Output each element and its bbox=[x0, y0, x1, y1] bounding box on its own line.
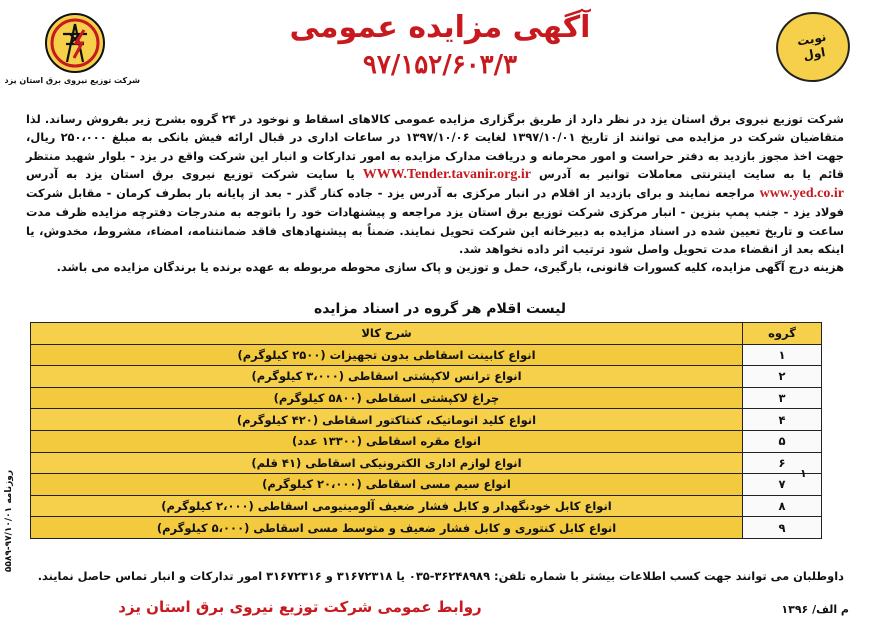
desc-cell: انواع ترانس لاکپشتی اسقاطی (۳،۰۰۰ کیلوگرم) bbox=[31, 366, 743, 388]
public-relations-signature: روابط عمومی شرکت توزیع نیروی برق استان یزد bbox=[118, 598, 482, 616]
newspaper-side-strip bbox=[0, 420, 16, 630]
group-cell: ۵ bbox=[743, 430, 822, 452]
group-cell: ۱ bbox=[743, 344, 822, 366]
notice-body bbox=[26, 110, 844, 277]
body-text-2: یا سایت شرکت توزیع نیروی برق استان یزد به آدرس bbox=[26, 166, 355, 181]
desc-cell: انواع کابینت اسقاطی بدون تجهیزات (۲۵۰۰ کیلوگرم) bbox=[31, 344, 743, 366]
body-paragraph-2: هزینه درج آگهی مزایده، کلیه کسورات قانونی، بارگیری، حمل و توزین و پاک سازی محوطه مربوطه به عهده برنده یا برندگان مزایده می باشد. bbox=[56, 260, 844, 275]
desc-header: شرح کالا bbox=[31, 323, 743, 345]
table-row bbox=[31, 452, 822, 474]
company-logo bbox=[4, 12, 140, 98]
group-cell: ۷ bbox=[743, 474, 822, 496]
notice-title: آگهی مزایده عمومی bbox=[289, 10, 591, 45]
contact-info: داوطلبان می توانند جهت کسب اطلاعات بیشتر با شماره تلفن: ۳۶۲۴۸۹۸۹-۰۳۵ یا ۳۱۶۷۲۳۱۸ و ۳۱۶۷۲۳۱۶ امور تدارکات و انبار تماس حاصل نمایند. bbox=[37, 569, 844, 583]
tender-site-link[interactable]: WWW.Tender.tavanir.org.ir bbox=[362, 166, 531, 182]
desc-cell: انواع کلید اتوماتیک، کنتاکتور اسقاطی (۴۲۰ کیلوگرم) bbox=[31, 409, 743, 431]
desc-cell: انواع مقره اسقاطی (۱۳۳۰۰ عدد) bbox=[31, 430, 743, 452]
table-header-row bbox=[31, 323, 822, 345]
group-cell: ۲ bbox=[743, 366, 822, 388]
table-row bbox=[31, 409, 822, 431]
logo-caption: شرکت توزیع نیروی برق استان یزد bbox=[4, 76, 140, 85]
table-row bbox=[31, 495, 822, 517]
desc-cell: چراغ لاکپشتی اسقاطی (۵۸۰۰ کیلوگرم) bbox=[31, 387, 743, 409]
notice-reference: م الف/ ۱۳۹۶ bbox=[781, 603, 849, 616]
badge-line1: نوبت bbox=[795, 29, 828, 49]
table-row bbox=[31, 474, 822, 496]
desc-cell: انواع کابل کنتوری و کابل فشار ضعیف و متوسط مسی اسقاطی (۵،۰۰۰ کیلوگرم) bbox=[31, 517, 743, 539]
group-cell: ۸ bbox=[743, 495, 822, 517]
group-cell: ۴ bbox=[743, 409, 822, 431]
group-header: گروه bbox=[743, 323, 822, 345]
group-cell: ۶ bbox=[743, 452, 822, 474]
newspaper-print-info: روزنامه ۹۷/۱۰/۰۱-۵۵۸۹ bbox=[4, 469, 14, 573]
table-row bbox=[31, 344, 822, 366]
body-text-3: مراجعه نمایند و برای بازدید از اقلام در انبار مرکزی به آدرس یزد - جاده کنار گذر - بعد از پایانه بار بطرف کرمان - مقابل شرکت فولاد یزد - جنب پمپ بنزین - انبار مرکزی شرکت توزیع برق استان یزد مراجعه و پیشنهادات خود را باتوجه به مندرجات دفترچه مزایده ظرف مدت ساعت و تاریخ تعیین شده در اسناد مزایده به دبیرخانه این شرکت تحویل نمایند. ضمناً به پیشنهادهای فاقد ضمانتنامه، امضاء، مشروط، مخدوش، یا اینکه بعد از انقضاء مدت تحویل واصل شود ترتیب اثر داده نخواهد شد. bbox=[26, 186, 844, 257]
table-row bbox=[31, 430, 822, 452]
first-round-badge bbox=[770, 6, 855, 88]
desc-cell: انواع کابل خودنگهدار و کابل فشار ضعیف آلومینیومی اسقاطی (۲،۰۰۰ کیلوگرم) bbox=[31, 495, 743, 517]
items-table bbox=[30, 322, 822, 539]
table-row bbox=[31, 366, 822, 388]
group-cell: ۹ bbox=[743, 517, 822, 539]
company-site-link[interactable]: www.yed.co.ir bbox=[759, 186, 845, 202]
desc-cell: انواع سیم مسی اسقاطی (۲۰،۰۰۰ کیلوگرم) bbox=[31, 474, 743, 496]
badge-line2: اول bbox=[802, 45, 827, 63]
body-text-1: در نظر دارد از طریق برگزاری مزایده عمومی کالاهای اسقاط و نوخود در ۲۴ گروه بشرح زیر بفروش رساند. لذا متقاضیان شرکت در مزایده می توانند از تاریخ ۱۳۹۷/۱۰/۰۱ لغایت ۱۳۹۷/۱۰/۰۶ در ساعات اداری در قبال ارائه فیش بانکی به مبلغ ۲۵۰،۰۰۰ ریال، جهت اخذ مجوز بازدید به دفتر حراست و امور محرمانه و دریافت مدارک مزایده به امور تدارکات و انبار این شرکت واقع در یزد - بلوار شهید منتظر قائم یا به سایت اینترنتی معاملات توانیر به آدرس bbox=[26, 112, 844, 181]
table-row bbox=[31, 517, 822, 539]
power-tower-icon bbox=[44, 12, 106, 74]
desc-cell: انواع لوازم اداری الکترونیکی اسقاطی (۴۱ قلم) bbox=[31, 452, 743, 474]
company-name: شرکت توزیع نیروی برق استان یزد bbox=[650, 112, 845, 126]
table-row bbox=[31, 387, 822, 409]
notice-number: ۹۷/۱۵۲/۶۰۳/۳ bbox=[362, 50, 518, 80]
items-list-title: لیست اقلام هر گروه در اسناد مزایده bbox=[313, 301, 567, 317]
body-paragraph-1 bbox=[26, 110, 844, 258]
margin-mark: ۱ bbox=[800, 467, 807, 480]
group-cell: ۳ bbox=[743, 387, 822, 409]
